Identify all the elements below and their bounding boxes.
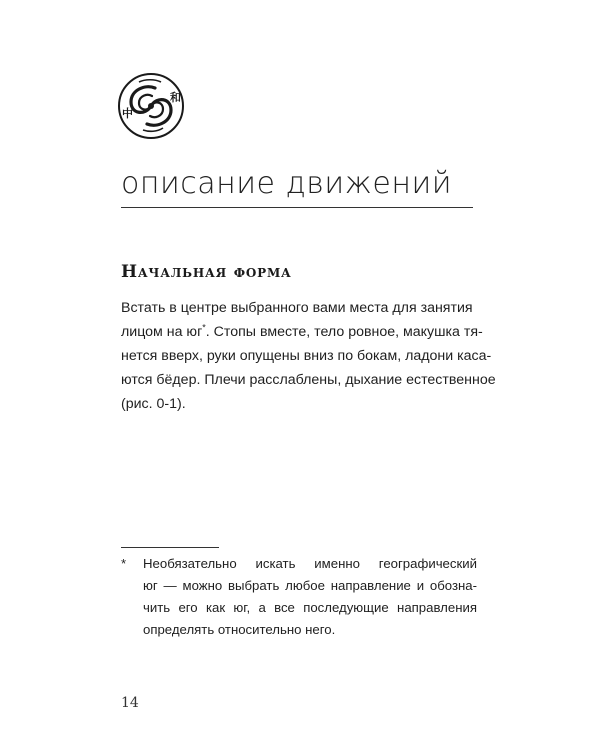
paragraph-segment: . Стопы вместе, тело ровное, макушка тя-	[205, 324, 483, 340]
chapter-title: описание движений	[121, 166, 452, 201]
emblem-char-right: 和	[170, 91, 181, 104]
footnote-line: чить его как юг, а все последующие направления	[143, 600, 477, 615]
paragraph-line	[121, 320, 483, 344]
paragraph-segment: лицом на юг	[121, 324, 203, 340]
footnote-line: определять относительно него.	[143, 622, 336, 637]
section-heading: Начальная форма	[121, 262, 292, 282]
footnote-marker: *	[121, 556, 127, 571]
footnote	[121, 553, 477, 641]
paragraph-line: ются бёдер. Плечи расслаблены, дыхание естественное	[121, 372, 496, 388]
footnote-line: юг — можно выбрать любое направление и обозна-	[143, 578, 477, 593]
emblem-char-left: 中	[122, 107, 133, 120]
footnote-line	[121, 553, 477, 575]
paragraph-line: Встать в центре выбранного вами места для занятия	[121, 300, 473, 316]
paragraph-line: нется вверх, руки опущены вниз по бокам, ладони каса-	[121, 348, 492, 364]
page-number: 14	[121, 695, 139, 711]
paragraph-line: (рис. 0-1).	[121, 396, 186, 412]
body-paragraph	[121, 296, 496, 416]
footnote-divider	[121, 547, 219, 548]
footnote-text: Необязательно искать именно географический	[143, 556, 477, 571]
title-underline	[121, 207, 473, 208]
yin-yang-swirl-seal-icon	[117, 72, 185, 140]
footnote-reference: *	[202, 322, 206, 333]
